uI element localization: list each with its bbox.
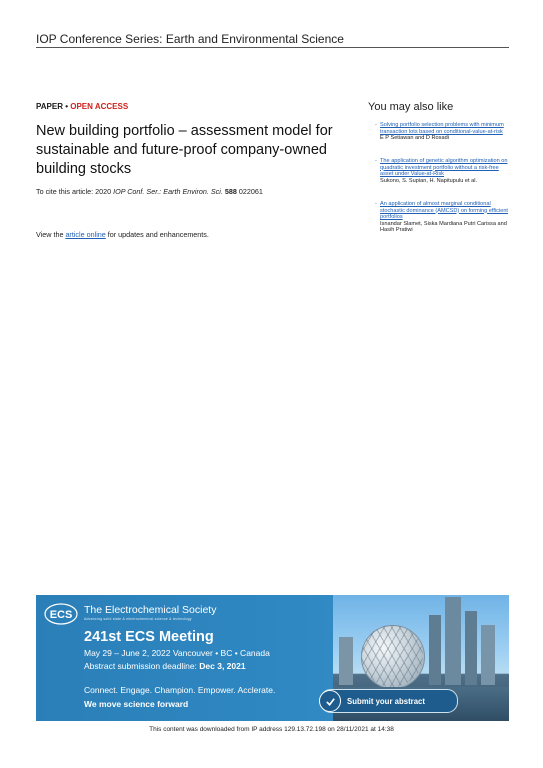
ecs-logo-text: ECS <box>49 609 73 621</box>
cite-article-number: 022061 <box>238 187 263 196</box>
banner-slogan-bold: We move science forward <box>84 699 189 709</box>
deadline-label: Abstract submission deadline: <box>84 661 200 671</box>
view-prefix: View the <box>36 230 66 239</box>
article-title: New building portfolio – assessment model for sustainable and future-proof company-owned building stocks <box>36 123 333 177</box>
related-item-authors: Isnandar Slamet, Siska Mardiana Putri Carissa and Hasih Pratiwi <box>380 220 507 234</box>
view-online-line <box>36 230 209 239</box>
bullet-dash-icon: - <box>375 201 377 207</box>
related-item-authors: E P Setiawan and D Rosadi <box>380 135 449 142</box>
submission-deadline <box>84 661 246 671</box>
view-suffix: for updates and enhancements. <box>105 230 209 239</box>
tower-shape <box>445 597 461 685</box>
related-item-link[interactable]: An application of almost marginal conditional stochastic dominance (AMCSD) on forming efficient portfolios <box>380 201 508 221</box>
bullet-dash-icon: - <box>375 158 377 164</box>
ecs-advert-banner[interactable] <box>36 595 509 721</box>
checkmark-icon <box>319 690 341 712</box>
society-tagline: Advancing solid state & electrochemical science & technology <box>84 617 192 621</box>
submit-abstract-label: Submit your abstract <box>347 696 425 706</box>
deadline-date: Dec 3, 2021 <box>199 661 246 671</box>
tower-shape <box>339 637 353 685</box>
meeting-dates: May 29 – June 2, 2022 Vancouver • BC • Canada <box>84 648 270 658</box>
banner-slogan: Connect. Engage. Champion. Empower. Acclerate. <box>84 685 276 695</box>
tower-shape <box>429 615 441 685</box>
cite-volume: 588 <box>224 187 237 196</box>
meeting-title: 241st ECS Meeting <box>84 629 214 645</box>
tower-shape <box>465 611 477 685</box>
header-divider <box>36 47 509 48</box>
journal-title: IOP Conference Series: Earth and Environmental Science <box>36 32 344 46</box>
open-access-badge: OPEN ACCESS <box>70 102 129 111</box>
submit-abstract-button[interactable] <box>320 689 458 713</box>
related-item <box>375 201 510 234</box>
related-heading: You may also like <box>368 101 454 113</box>
cite-journal: IOP Conf. Ser.: Earth Environ. Sci. <box>113 187 223 196</box>
label-separator: • <box>62 102 71 111</box>
cite-prefix: To cite this article: 2020 <box>36 187 114 196</box>
related-item-link[interactable]: The application of genetic algorithm optimization on quadratic investment portfolio without a risk-free asset under Value-at-Risk <box>380 158 508 178</box>
article-online-link[interactable]: article online <box>65 230 106 239</box>
ecs-logo-icon <box>44 603 78 625</box>
dome-grid <box>361 625 423 687</box>
bullet-dash-icon: - <box>375 122 377 128</box>
related-item-link[interactable]: Solving portfolio selection problems with minimum transaction lots based on conditional-value-at-risk <box>380 122 504 135</box>
citation-line <box>36 187 263 196</box>
article-type-label <box>36 102 128 111</box>
related-item <box>375 158 510 184</box>
related-item-authors: Sukono, S. Supian, H. Napitupulu et al. <box>380 177 478 184</box>
related-item <box>375 122 510 142</box>
paper-label: PAPER <box>36 102 63 111</box>
tower-shape <box>481 625 495 685</box>
society-name: The Electrochemical Society <box>84 604 217 616</box>
download-footer: This content was downloaded from IP address 129.13.72.198 on 28/11/2021 at 14:38 <box>149 726 394 733</box>
